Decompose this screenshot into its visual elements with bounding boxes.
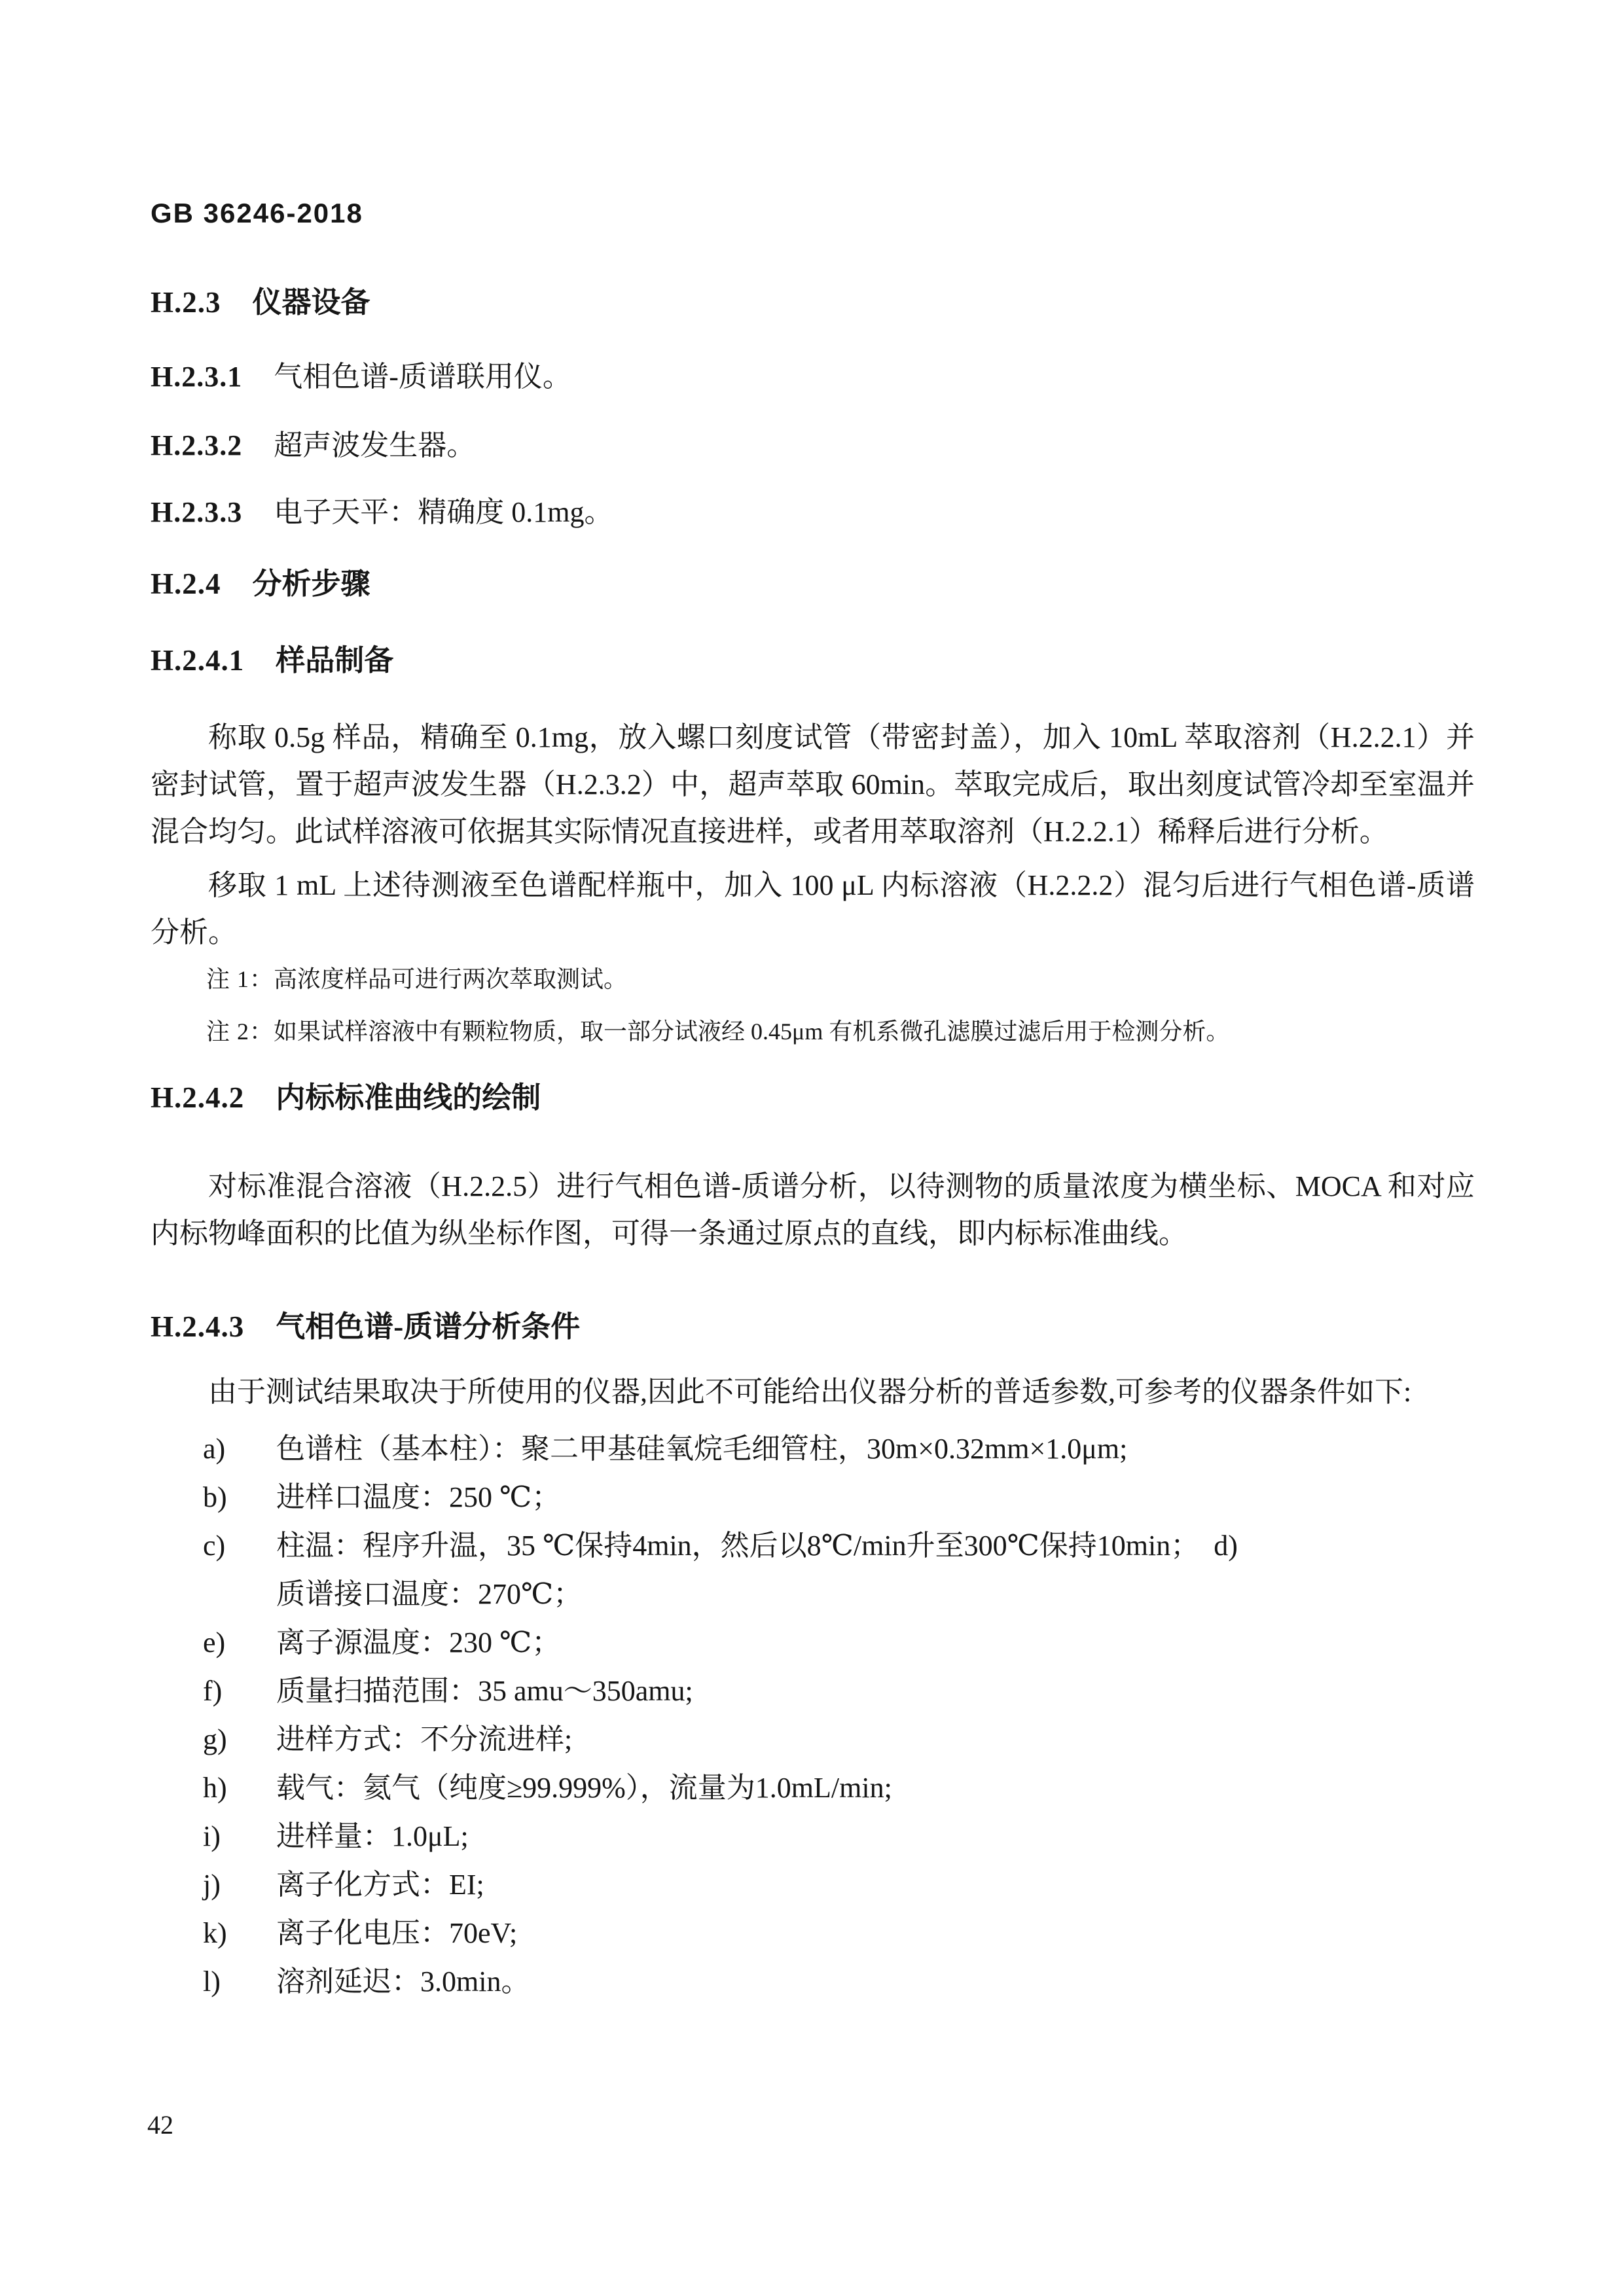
item-label: e) [203,1626,226,1659]
item-text: 质量扫描范围：35 amu～350amu; [276,1675,693,1707]
clause-line-h2-3-3 [151,495,1475,529]
item-text: 进样量：1.0μL; [276,1820,469,1852]
item-label: c) [203,1530,226,1562]
item-label: g) [203,1723,227,1755]
note-2-label: 注 2： [206,1018,274,1045]
paragraph-calibration-curve: 对标准混合溶液（H.2.2.5）进行气相色谱-质谱分析，以待测物的质量浓度为横坐标、MOCA 和对应内标物峰面积的比值为纵坐标作图，可得一条通过原点的直线，即内标标准曲线。 [151,1170,1475,1249]
note-1-label: 注 1： [206,966,274,992]
item-label: a) [203,1433,226,1465]
condition-item-d-continuation [151,1570,1475,1619]
doc-number: GB 36246-2018 [151,198,363,228]
clause-line-h2-3-2 [151,429,1475,463]
clause-line-h2-3-1 [151,360,1475,394]
condition-list [151,1425,1475,2006]
condition-item-c [151,1522,1475,1570]
item-text: 柱温：程序升温，35 ℃保持4min，然后以8℃/min升至300℃保持10min； d) [276,1530,1238,1562]
item-text: 离子源温度：230 ℃； [276,1626,561,1659]
note-1 [151,960,1475,998]
item-label: k) [203,1917,227,1949]
condition-item-i [151,1812,1475,1861]
clause-number: H.2.3.2 [151,429,243,461]
item-label: i) [203,1820,221,1852]
item-label [203,1570,276,1619]
clause-heading-h2-4 [151,567,1475,601]
note-1-text: 高浓度样品可进行两次萃取测试。 [274,966,628,992]
clause-heading-h2-4-1 [151,643,1475,677]
clause-title: 分析步骤 [252,567,370,600]
condition-item-f [151,1667,1475,1715]
condition-item-j [151,1861,1475,1909]
clause-heading-h2-4-2 [151,1081,1475,1115]
clause-number: H.2.3.3 [151,496,243,528]
clause-number: H.2.4.1 [151,644,245,677]
item-text: 载气：氦气（纯度≥99.999%），流量为1.0mL/min; [276,1772,892,1804]
clause-text: 电子天平：精确度 0.1mg。 [274,496,613,528]
note-2 [151,1013,1475,1050]
condition-item-h [151,1764,1475,1812]
condition-item-a [151,1425,1475,1473]
item-label: b) [203,1481,227,1513]
clause-title: 仪器设备 [252,286,370,319]
condition-item-b [151,1473,1475,1522]
clause-number: H.2.3 [151,286,221,319]
condition-item-l [151,1958,1475,2006]
paragraph-conditions-intro: 由于测试结果取决于所使用的仪器,因此不可能给出仪器分析的普适参数,可参考的仪器条件如下: [208,1376,1412,1408]
clause-text: 气相色谱-质谱联用仪。 [274,361,571,393]
item-text: 离子化电压：70eV; [276,1917,518,1949]
item-label: h) [203,1772,227,1804]
item-label: f) [203,1675,223,1707]
item-text: 质谱接口温度：270℃； [276,1578,583,1610]
item-text: 进样方式：不分流进样; [276,1723,573,1755]
condition-item-k [151,1909,1475,1958]
condition-item-g [151,1715,1475,1764]
item-text: 离子化方式：EI; [276,1869,484,1901]
clause-number: H.2.4 [151,567,221,600]
item-label: l) [203,1965,221,1998]
clause-title: 样品制备 [276,644,394,677]
item-label: j) [203,1869,221,1901]
page-number: 42 [147,2110,173,2140]
item-text: 溶剂延迟：3.0min。 [276,1965,530,1998]
clause-title: 内标标准曲线的绘制 [276,1081,541,1114]
clause-title: 气相色谱-质谱分析条件 [276,1310,581,1343]
paragraph-sample-prep-2: 移取 1 mL 上述待测液至色谱配样瓶中，加入 100 μL 内标溶液（H.2.2.2）混匀后进行气相色谱-质谱分析。 [151,869,1475,948]
item-text: 进样口温度：250 ℃； [276,1481,561,1513]
condition-item-e [151,1619,1475,1667]
paragraph-sample-prep-1: 称取 0.5g 样品，精确至 0.1mg，放入螺口刻度试管（带密封盖），加入 10mL 萃取溶剂（H.2.2.1）并密封试管，置于超声波发生器（H.2.3.2）中，超声萃取 60min。萃取完成后，取出刻度试管冷却至室温并混合均匀。此试样溶液可依据其实际情况直接进样，或者用萃取溶剂（H.2.2.1）稀释后进行分析。 [151,721,1475,848]
clause-number: H.2.4.3 [151,1310,245,1343]
clause-text: 超声波发生器。 [274,429,476,461]
clause-number: H.2.4.2 [151,1081,245,1114]
clause-heading-h2-4-3 [151,1310,1475,1344]
clause-heading-h2-3 [151,285,1475,319]
item-text: 色谱柱（基本柱）：聚二甲基硅氧烷毛细管柱，30m×0.32mm×1.0μm; [276,1433,1128,1465]
clause-number: H.2.3.1 [151,361,243,393]
note-2-text: 如果试样溶液中有颗粒物质，取一部分试液经 0.45μm 有机系微孔滤膜过滤后用于检测分析。 [274,1018,1230,1045]
